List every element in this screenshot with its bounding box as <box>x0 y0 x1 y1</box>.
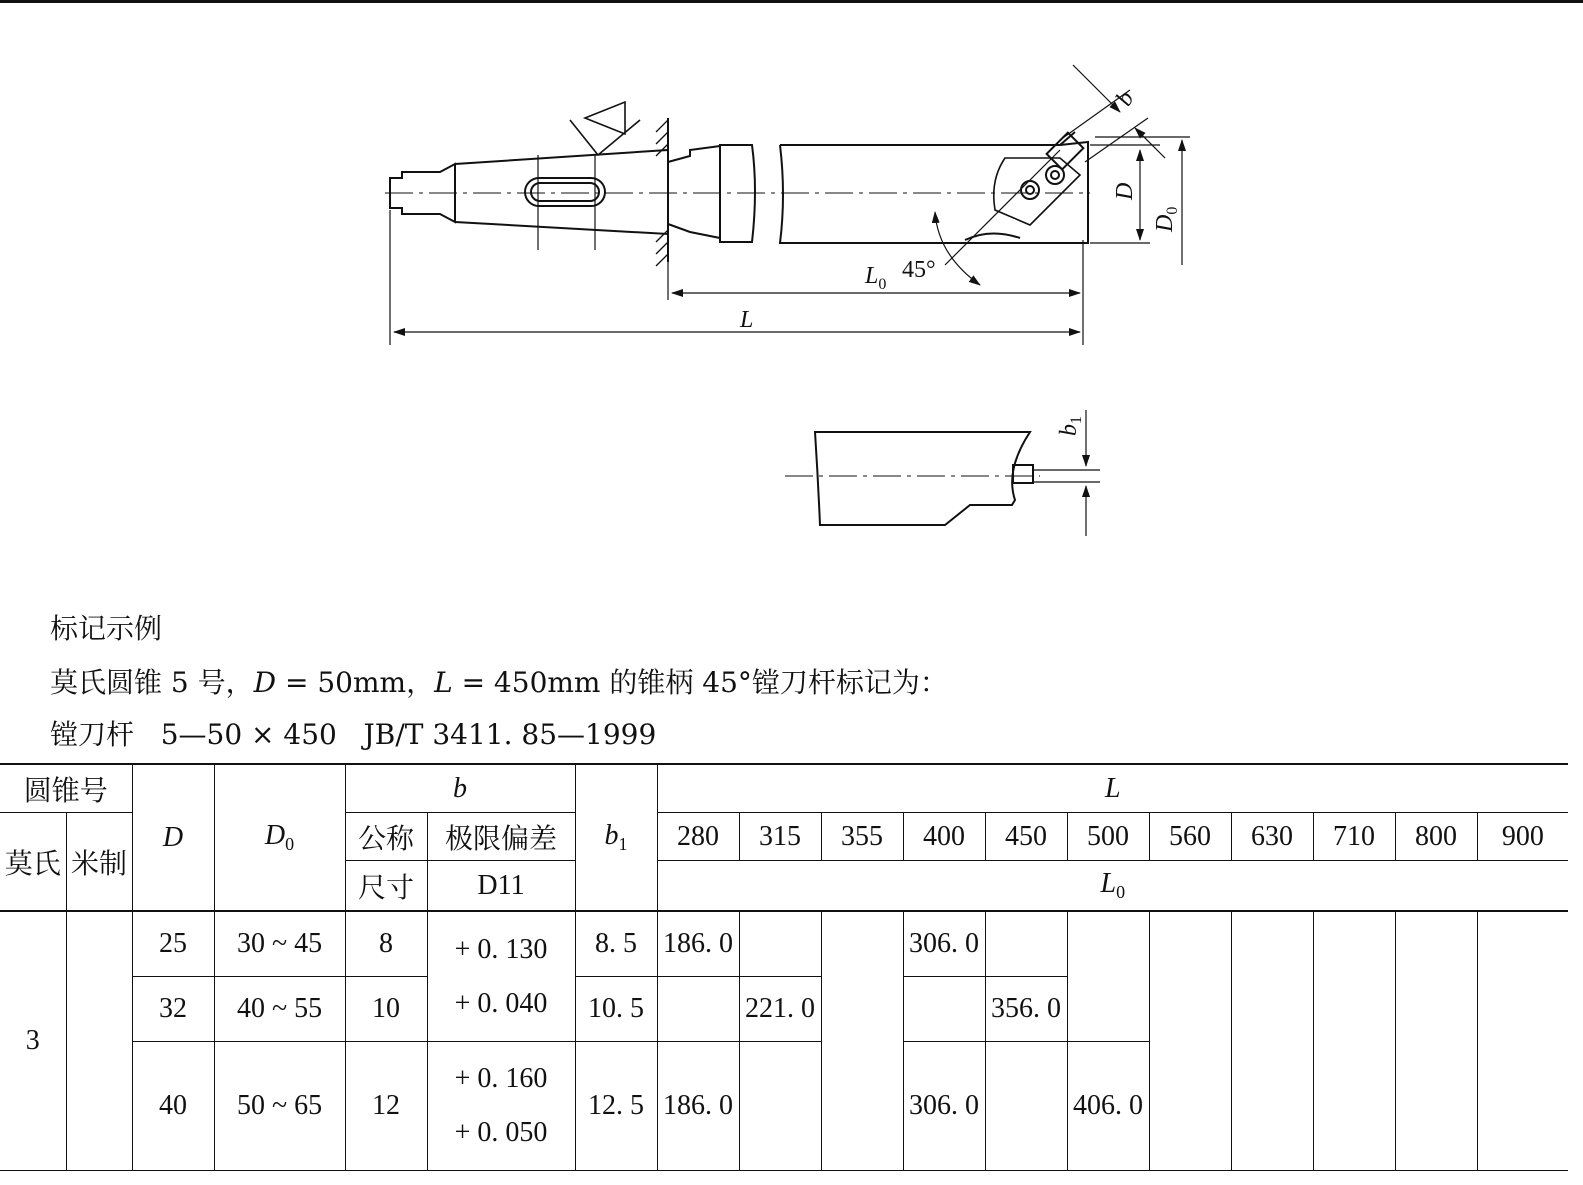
header-metric: 米制 <box>66 813 132 912</box>
header-b1: $b_1$ <box>575 764 657 911</box>
caption-line2: 镗刀杆 5—50 × 450 JB/T 3411. 85—1999 <box>50 718 657 751</box>
cell-D0: 40 ~ 55 <box>214 977 345 1042</box>
cell-L500: 406. 0 <box>1067 1042 1149 1171</box>
label-L0: $L_0$ <box>865 263 887 293</box>
L-value: 900 <box>1477 813 1568 861</box>
header-nominal-1: 公称 <box>345 813 427 861</box>
cell-L280: 186. 0 <box>657 911 739 977</box>
cell-D: 32 <box>132 977 214 1042</box>
cell-b: 12 <box>345 1042 427 1171</box>
cell-D0: 50 ~ 65 <box>214 1042 345 1171</box>
header-L0: $L_0$ <box>657 861 1568 912</box>
cell-b1: 10. 5 <box>575 977 657 1042</box>
cell-L280: 186. 0 <box>657 1042 739 1171</box>
cell-L400: 306. 0 <box>903 911 985 977</box>
cell-b1: 8. 5 <box>575 911 657 977</box>
cell-b1: 12. 5 <box>575 1042 657 1171</box>
header-nominal-2: 尺寸 <box>345 861 427 912</box>
label-L: L <box>740 307 754 333</box>
cell-L315 <box>739 1042 821 1171</box>
morse-number: 3 <box>0 911 66 1171</box>
boring-bar-drawing <box>0 0 1583 560</box>
L-value: 800 <box>1395 813 1477 861</box>
cell-b: 8 <box>345 911 427 977</box>
cell-tol-group1: + 0. 130 + 0. 040 <box>427 911 575 1042</box>
cell-L630 <box>1231 911 1313 1171</box>
caption-heading: 标记示例 <box>50 612 163 645</box>
L-value: 355 <box>821 813 903 861</box>
taper-shank <box>455 150 668 234</box>
header-D: D <box>132 764 214 911</box>
L-value: 315 <box>739 813 821 861</box>
cell-L560 <box>1149 911 1231 1171</box>
header-cone: 圆锥号 <box>0 764 132 813</box>
label-b: b <box>1111 87 1140 111</box>
cell-b: 10 <box>345 977 427 1042</box>
cell-L355 <box>821 911 903 1171</box>
cell-L800 <box>1395 911 1477 1171</box>
header-L: L <box>657 764 1568 813</box>
header-tol-1: 极限偏差 <box>427 813 575 861</box>
label-angle: 45° <box>902 257 936 283</box>
L-value: 630 <box>1231 813 1313 861</box>
L-value: 400 <box>903 813 985 861</box>
cell-L900 <box>1477 911 1568 1171</box>
header-morse: 莫氏 <box>0 813 66 912</box>
cell-L400: 306. 0 <box>903 1042 985 1171</box>
header-D0: $D_0$ <box>214 764 345 911</box>
header-b: b <box>345 764 575 813</box>
cell-L500 <box>1067 911 1149 1042</box>
spec-table <box>0 763 1568 1171</box>
L-value: 500 <box>1067 813 1149 861</box>
header-tol-2: D11 <box>427 861 575 912</box>
cell-L315 <box>739 911 821 977</box>
L-value: 710 <box>1313 813 1395 861</box>
caption-line1: 莫氏圆锥 5 号，D = 50mm，L = 450mm 的锥柄 45°镗刀杆标记为： <box>50 666 948 699</box>
end-view <box>815 432 1030 525</box>
cell-L710 <box>1313 911 1395 1171</box>
cell-D: 40 <box>132 1042 214 1171</box>
L-value: 560 <box>1149 813 1231 861</box>
label-D: D <box>1112 182 1138 200</box>
cell-D0: 30 ~ 45 <box>214 911 345 977</box>
cell-L450 <box>985 1042 1067 1171</box>
cell-L315: 221. 0 <box>739 977 821 1042</box>
L-value: 450 <box>985 813 1067 861</box>
cell-D: 25 <box>132 911 214 977</box>
cell-L280 <box>657 977 739 1042</box>
cell-L450 <box>985 911 1067 977</box>
label-b1: $b_1$ <box>1056 416 1085 436</box>
collar <box>668 146 720 238</box>
label-D0: $D_0$ <box>1152 206 1181 232</box>
cell-L450: 356. 0 <box>985 977 1067 1042</box>
metric-empty <box>66 911 132 1171</box>
cell-L400 <box>903 977 985 1042</box>
L-value: 280 <box>657 813 739 861</box>
cell-tol-group2: + 0. 160 + 0. 050 <box>427 1042 575 1171</box>
